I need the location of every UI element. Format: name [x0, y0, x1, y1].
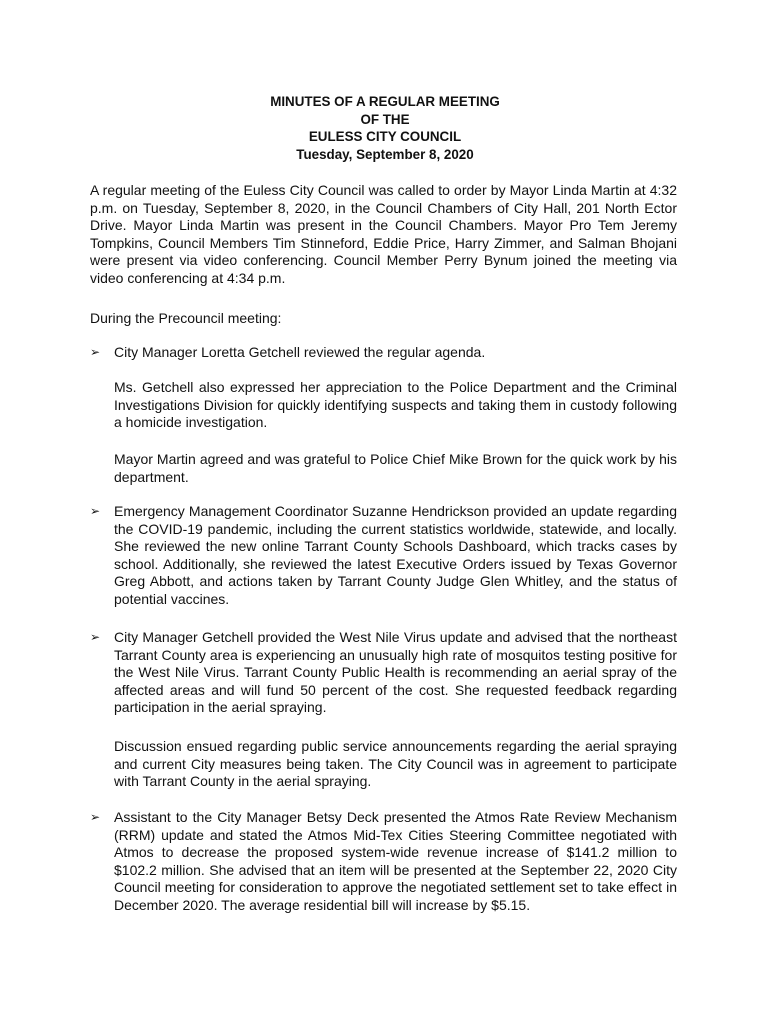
bullet-item-west-nile [90, 629, 677, 717]
precouncil-lead: During the Precouncil meeting: [90, 310, 282, 326]
title-line-3: EULESS CITY COUNCIL [308, 129, 462, 145]
bullet-item-atmos [90, 809, 677, 915]
bullet-text: Assistant to the City Manager Betsy Deck presented the Atmos Rate Review Mechanism (RRM) update and stated the Atmos Mid-Tex Cities Steering Committee negotiated with Atmos to decrease the proposed system-wide revenue increase of $141.2 million to $102.2 million. She advised that an item will be presented at the September 22, 2020 City Council meeting for consideration to approve the negotiated settlement set to take effect in December 2020. The average residential bill will increase by $5.15. [114, 809, 677, 913]
bullet-item-agenda [90, 344, 677, 362]
intro-paragraph: A regular meeting of the Euless City Council was called to order by Mayor Linda Martin at 4:32 p.m. on Tuesday, September 8, 2020, in the Council Chambers of City Hall, 201 North Ector Drive. Mayor Linda Martin was present in the Council Chambers. Mayor Pro Tem Jeremy Tompkins, Council Members Tim Stinneford, Eddie Price, Harry Zimmer, and Salman Bhojani were present via video conferencing. Council Member Perry Bynum joined the meeting via video conferencing at 4:34 p.m. [90, 182, 677, 286]
arrow-bullet-icon: ➢ [90, 504, 101, 518]
sub-paragraph-mayor: Mayor Martin agreed and was grateful to Police Chief Mike Brown for the quick work by his department. [114, 451, 677, 485]
bullet-text: Emergency Management Coordinator Suzanne Hendrickson provided an update regarding the COVID-19 pandemic, including the current statistics worldwide, statewide, and locally. She reviewed the new online Tarrant County Schools Dashboard, which tracks cases by school. Additionally, she reviewed the latest Executive Orders issued by Texas Governor Greg Abbott, and actions taken by Tarrant County Judge Glen Whitley, and the status of potential vaccines. [114, 503, 677, 607]
title-date: Tuesday, September 8, 2020 [296, 146, 474, 162]
minutes-title [0, 93, 770, 163]
arrow-bullet-icon: ➢ [90, 345, 101, 359]
bullet-text: City Manager Loretta Getchell reviewed the regular agenda. [114, 344, 486, 360]
arrow-bullet-icon: ➢ [90, 630, 101, 644]
title-line-2: OF THE [360, 111, 410, 127]
sub-paragraph-appreciation: Ms. Getchell also expressed her appreciation to the Police Department and the Criminal Investigations Division for quickly identifying suspects and taking them in custody following a homicide investigation. [114, 379, 677, 431]
sub-paragraph-discussion: Discussion ensued regarding public service announcements regarding the aerial spraying and current City measures being taken. The City Council was in agreement to participate with Tarrant County in the aerial spraying. [114, 738, 677, 790]
bullet-text: City Manager Getchell provided the West Nile Virus update and advised that the northeast Tarrant County area is experiencing an unusually high rate of mosquitos testing positive for the West Nile Virus. Tarrant County Public Health is recommending an aerial spray of the affected areas and will fund 50 percent of the cost. She requested feedback regarding participation in the aerial spraying. [114, 629, 677, 716]
bullet-item-covid [90, 503, 677, 609]
title-line-1: MINUTES OF A REGULAR MEETING [270, 94, 500, 109]
arrow-bullet-icon: ➢ [90, 810, 101, 824]
